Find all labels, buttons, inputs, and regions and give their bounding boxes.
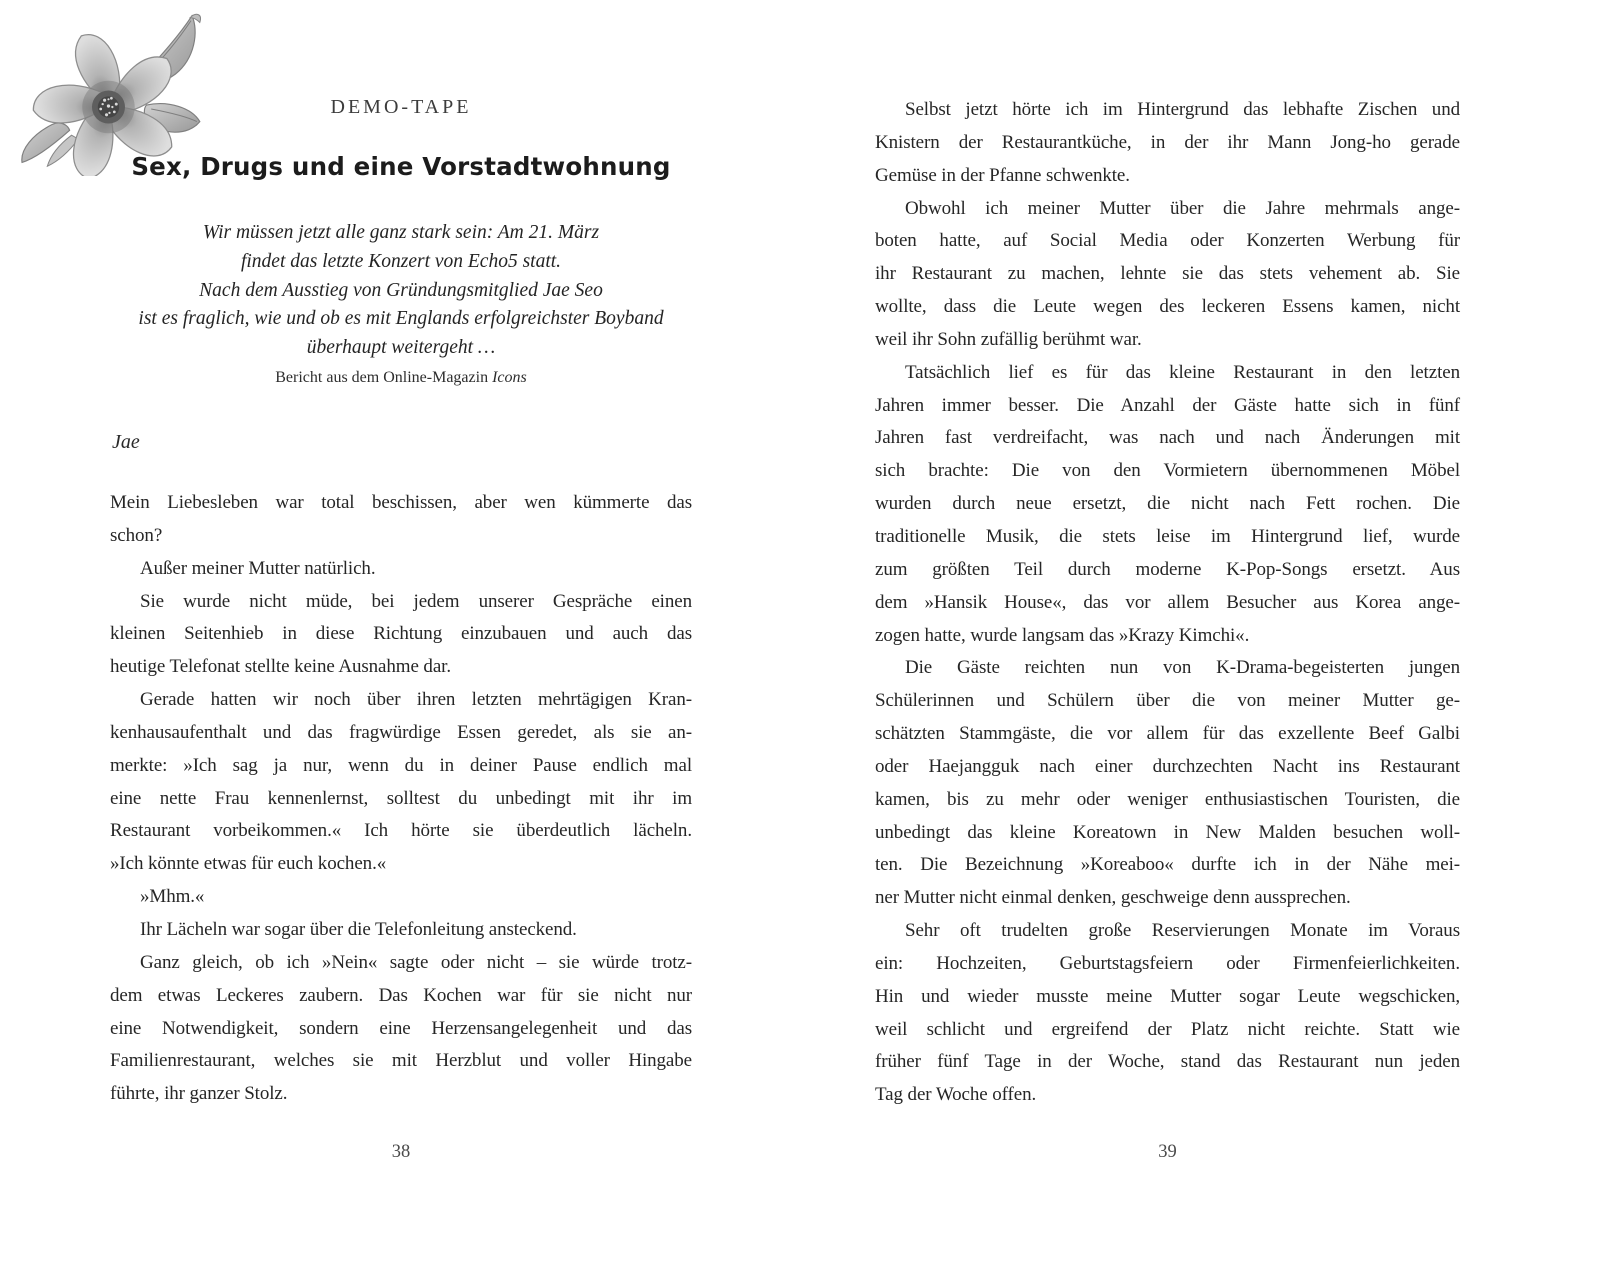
text-line: Mein Liebesleben war total beschissen, aber wen kümmerte das	[110, 492, 692, 513]
text-line: zum größten Teil durch moderne K-Pop-Songs ersetzt. Aus	[875, 558, 1460, 580]
text-line: Gerade hatten wir noch über ihren letzten mehrtägigen Kran-	[140, 689, 692, 711]
text-line: dem »Hansik House«, das vor allem Besucher aus Korea ange-	[875, 591, 1460, 613]
text-line: ten. Die Bezeichnung »Koreaboo« durfte ich in der Nähe mei-	[875, 854, 1460, 876]
chapter-series-header: DEMO-TAPE	[330, 96, 472, 118]
text-line: Knistern der Restaurantküche, in der ihr Mann Jong-ho gerade	[875, 131, 1460, 153]
text-line: traditionelle Musik, die stets leise im Hintergrund lief, wurde	[875, 525, 1460, 547]
text-line: sich brachte: Die von den Vormietern übernommenen Möbel	[875, 460, 1460, 482]
body-text-right	[875, 94, 1460, 1112]
narrator-name: Jae	[112, 431, 140, 453]
text-line: unbedingt das kleine Koreatown in New Malden besuchen woll-	[875, 821, 1460, 843]
text-line: ner Mutter nicht einmal denken, geschweige denn aussprechen.	[875, 887, 1351, 909]
text-line: Obwohl ich meiner Mutter über die Jahre mehrmals ange-	[905, 197, 1460, 219]
text-line: dem etwas Leckeres zaubern. Das Kochen war für sie nicht nur	[110, 984, 692, 1006]
text-line: Sehr oft trudelten große Reservierungen Monate im Voraus	[905, 920, 1460, 942]
text-line: ein: Hochzeiten, Geburtstagsfeiern oder Firmenfeierlichkeiten.	[875, 952, 1460, 974]
text-line: »Ich könnte etwas für euch kochen.«	[110, 853, 387, 875]
chapter-title: Sex, Drugs und eine Vorstadtwohnung	[131, 152, 671, 181]
text-line: Familienrestaurant, welches sie mit Herzblut und voller Hingabe	[110, 1050, 692, 1072]
text-line: führte, ihr ganzer Stolz.	[110, 1083, 288, 1105]
text-line: Ihr Lächeln war sogar über die Telefonleitung ansteckend.	[140, 918, 577, 940]
text-line: weil schlicht und ergreifend der Platz nicht reichte. Statt wie	[875, 1018, 1460, 1040]
text-line: boten hatte, auf Social Media oder Konzerten Werbung für	[875, 230, 1460, 252]
page-number-left: 38	[391, 1142, 411, 1162]
text-line: schätzten Stammgäste, die vor allem für das exzellente Beef Galbi	[875, 723, 1460, 745]
text-line: wurden durch neue ersetzt, die nicht nach Fett rochen. Die	[875, 493, 1460, 515]
text-line: kenhausaufenthalt und das fragwürdige Essen geredet, als sie an-	[110, 721, 692, 743]
epigraph-line: ist es fraglich, wie und ob es mit Englands erfolgreichster Boyband	[138, 308, 664, 330]
text-line: »Mhm.«	[140, 886, 205, 908]
text-line: Gemüse in der Pfanne schwenkte.	[875, 164, 1130, 186]
epigraph-line: überhaupt weitergeht …	[306, 337, 496, 359]
text-line: Schülerinnen und Schülern über die von meiner Mutter ge-	[875, 690, 1460, 712]
text-line: Sie wurde nicht müde, bei jedem unserer Gespräche einen	[140, 590, 692, 612]
text-line: heutige Telefonat stellte keine Ausnahme dar.	[110, 656, 451, 678]
epigraph-source-text: Bericht aus dem Online-Magazin	[275, 369, 493, 386]
text-line: ihr Restaurant zu machen, lehnte sie das stets vehement ab. Sie	[875, 263, 1460, 285]
text-line: merkte: »Ich sag ja nur, wenn du in deiner Pause endlich mal	[110, 754, 692, 776]
text-line: früher fünf Tage in der Woche, stand das Restaurant nun jeden	[875, 1051, 1460, 1073]
text-line: schon?	[110, 524, 163, 546]
text-line: Ganz gleich, ob ich »Nein« sagte oder nicht – sie würde trotz-	[140, 951, 692, 973]
epigraph-source-magazine: Icons	[492, 369, 527, 386]
text-line: Restaurant vorbeikommen.« Ich hörte sie überdeutlich lächeln.	[110, 820, 692, 842]
epigraph-line: findet das letzte Konzert von Echo5 statt.	[240, 250, 562, 272]
text-line: Tatsächlich lief es für das kleine Restaurant in den letzten	[905, 361, 1460, 383]
text-line: Jahren fast verdreifacht, was nach und nach Änderungen mit	[875, 427, 1460, 449]
page-left	[110, 0, 692, 1274]
epigraph-line: Wir müssen jetzt alle ganz stark sein: Am 21. März	[202, 222, 600, 243]
epigraph-line: Nach dem Ausstieg von Gründungsmitglied Jae Seo	[199, 279, 603, 301]
text-line: weil ihr Sohn zufällig berühmt war.	[875, 328, 1142, 350]
epigraph	[70, 219, 732, 363]
text-line: Die Gäste reichten nun von K-Drama-begeisterten jungen	[905, 657, 1460, 679]
text-line: Jahren immer besser. Die Anzahl der Gäste hatte sich in fünf	[875, 394, 1460, 416]
text-line: oder Haejangguk nach einer durchzechten Nacht ins Restaurant	[875, 755, 1460, 777]
text-line: eine Notwendigkeit, sondern eine Herzensangelegenheit und das	[110, 1017, 692, 1039]
text-line: eine nette Frau kennenlernst, solltest du unbedingt mit ihr im	[110, 787, 692, 809]
text-line: kamen, bis zu mehr oder weniger enthusiastischen Touristen, die	[875, 788, 1460, 810]
text-line: zogen hatte, wurde langsam das »Krazy Kimchi«.	[875, 624, 1250, 646]
text-line: Tag der Woche offen.	[875, 1084, 1037, 1106]
body-text-left	[110, 487, 692, 1111]
text-line: wollte, dass die Leute wegen des leckeren Essens kamen, nicht	[875, 296, 1460, 318]
text-line: Selbst jetzt hörte ich im Hintergrund das lebhafte Zischen und	[905, 99, 1460, 120]
text-line: Außer meiner Mutter natürlich.	[140, 557, 376, 579]
page-number-right: 39	[1158, 1142, 1177, 1162]
page-right	[875, 0, 1460, 1274]
text-line: kleinen Seitenhieb in diese Richtung einzubauen und auch das	[110, 623, 692, 645]
epigraph-source	[110, 369, 692, 387]
text-line: Hin und wieder musste meine Mutter sogar Leute wegschicken,	[875, 985, 1460, 1007]
